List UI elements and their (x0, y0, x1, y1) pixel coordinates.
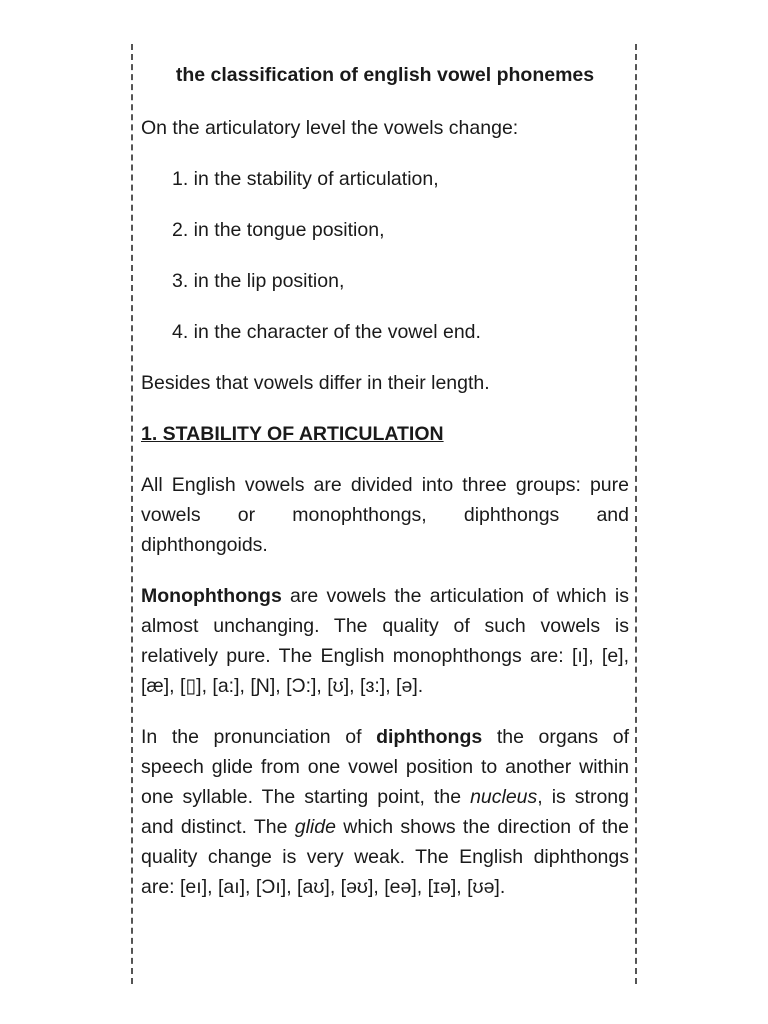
list-item: 3. in the lip position, (172, 270, 345, 292)
diphthongs-text-3: , is strong and distinct. The (141, 786, 629, 838)
nucleus-term: nucleus (470, 786, 538, 808)
glide-term: glide (294, 816, 336, 838)
monophthongs-text: are vowels the articulation of which is almost unchanging. The quality of such vowels is relatively pure. The English monophthongs are: [ı], [e], [æ], [▯], [a:], [Ɲ], [Ɔ:], [ʊ], [ɜ:], [ə]. (141, 585, 629, 697)
monophthongs-paragraph (141, 581, 629, 701)
list-item: 1. in the stability of articulation, (172, 168, 439, 190)
document-page (141, 58, 629, 923)
monophthongs-term: Monophthongs (141, 585, 282, 607)
left-dashed-border (131, 44, 133, 984)
list-item: 4. in the character of the vowel end. (172, 321, 481, 343)
diphthongs-text-2: the organs of speech glide from one vowel position to another within one syllable. The starting point, the (141, 726, 630, 808)
page-title: the classification of english vowel phonemes (175, 64, 595, 86)
groups-paragraph: All English vowels are divided into three groups: pure vowels or monophthongs, diphthongs and diphthongoids. (141, 474, 629, 556)
diphthongs-paragraph (141, 722, 629, 902)
diphthongs-text-1: In the pronunciation of (141, 726, 377, 748)
right-dashed-border (635, 44, 637, 984)
list-item: 2. in the tongue position, (172, 219, 385, 241)
diphthongs-term: diphthongs (376, 726, 483, 748)
intro-paragraph: On the articulatory level the vowels change: (141, 117, 519, 139)
diphthongs-text-4: which shows the direction of the quality change is very weak. The English diphthongs are: [eı], [aı], [Ɔı], [aʊ], [əʊ], [eə], [ɪə], [ʊə]. (141, 816, 629, 898)
section-heading: 1. STABILITY OF ARTICULATION (141, 423, 444, 445)
length-paragraph: Besides that vowels differ in their length. (141, 372, 490, 394)
